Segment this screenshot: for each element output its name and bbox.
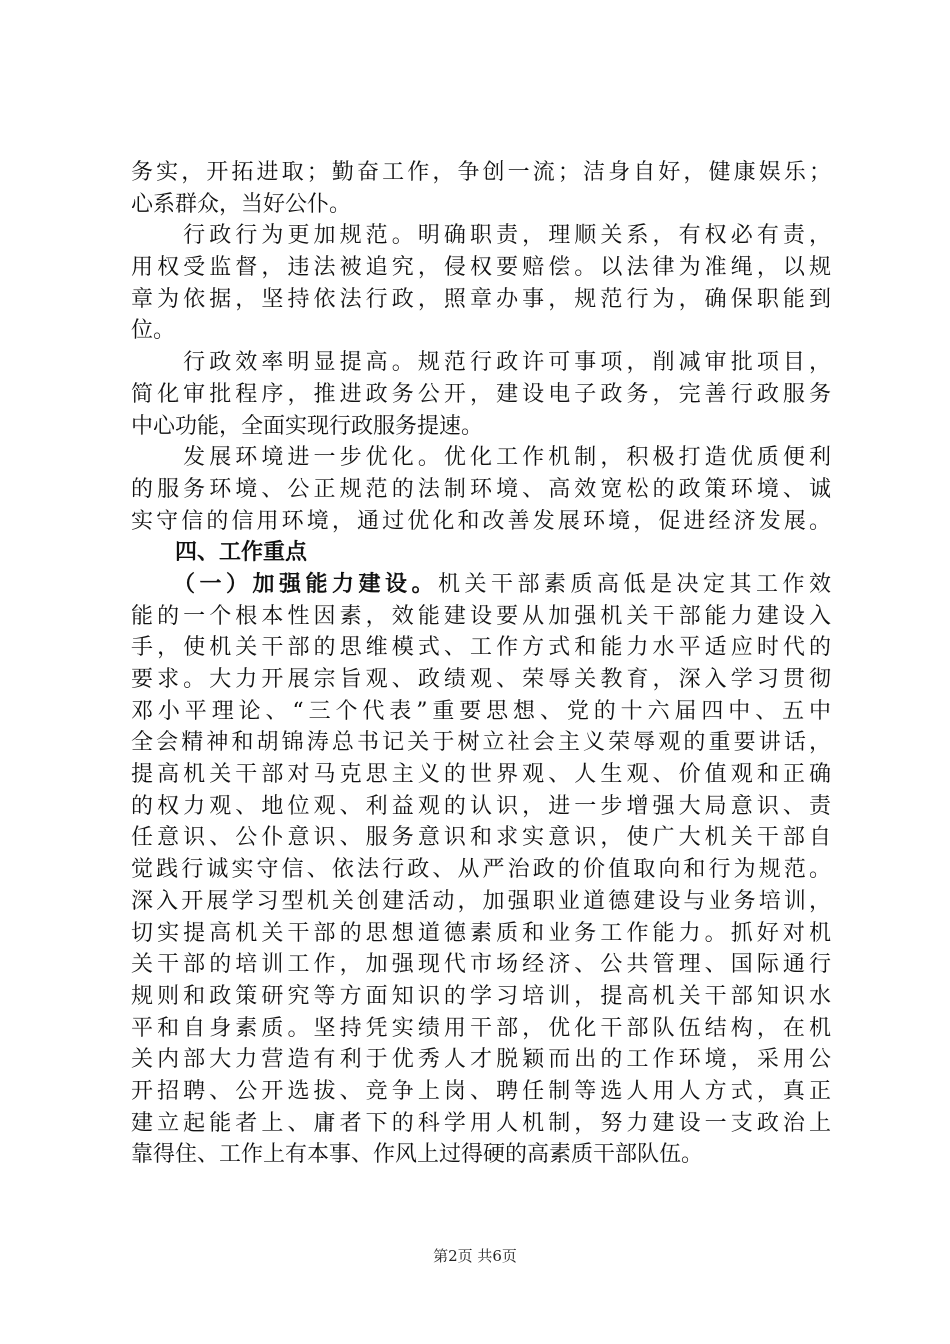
text-line: 任意识、公仆意识、服务意识和求实意识，使广大机关干部自 — [131, 825, 831, 851]
text-line: 规则和政策研究等方面知识的学习培训，提高机关干部知识水 — [131, 983, 831, 1009]
text-line: 深入开展学习型机关创建活动，加强职业道德建设与业务培训， — [131, 888, 831, 914]
text-line: 行政效率明显提高。规范行政许可事项，削减审批项目， — [131, 350, 831, 376]
text-line: 用权受监督，违法被追究，侵权要赔偿。以法律为准绳，以规 — [131, 255, 831, 281]
text-line: 关干部的培训工作，加强现代市场经济、公共管理、国际通行 — [131, 952, 831, 978]
section-heading: 四、工作重点 — [131, 540, 308, 566]
text-line: 切实提高机关干部的思想道德素质和业务工作能力。抓好对机 — [131, 920, 831, 946]
text-line: 靠得住、工作上有本事、作风上过得硬的高素质干部队伍。 — [131, 1142, 704, 1168]
text-line: 能的一个根本性因素，效能建设要从加强机关干部能力建设入 — [131, 603, 831, 629]
subsection-text: 机关干部素质高低是决定其工作效 — [437, 571, 831, 597]
text-line: 的权力观、地位观、利益观的认识，进一步增强大局意识、责 — [131, 793, 831, 819]
text-line: 位。 — [131, 318, 176, 344]
text-line: 手，使机关干部的思维模式、工作方式和能力水平适应时代的 — [131, 635, 831, 661]
text-line: 平和自身素质。坚持凭实绩用干部，优化干部队伍结构，在机 — [131, 1015, 831, 1041]
text-line: 发展环境进一步优化。优化工作机制，积极打造优质便利 — [131, 445, 831, 471]
text-line: 章为依据，坚持依法行政，照章办事，规范行为，确保职能到 — [131, 286, 831, 312]
text-line: 务实，开拓进取；勤奋工作，争创一流；洁身自好，健康娱乐； — [131, 160, 831, 185]
text-line: 开招聘、公开选拔、竞争上岗、聘任制等选人用人方式，真正 — [131, 1078, 831, 1104]
text-line: 心系群众，当好公仆。 — [131, 191, 352, 217]
subsection-title: （一）加强能力建设。 — [184, 571, 438, 597]
text-line: 关内部大力营造有利于优秀人才脱颖而出的工作环境，采用公 — [131, 1047, 831, 1073]
text-line: 的服务环境、公正规范的法制环境、高效宽松的政策环境、诚 — [131, 476, 831, 502]
text-line: 提高机关干部对马克思主义的世界观、人生观、价值观和正确 — [131, 762, 831, 788]
indent — [131, 572, 184, 597]
text-line: 简化审批程序，推进政务公开，建设电子政务，完善行政服务 — [131, 381, 831, 407]
text-line: 觉践行诚实守信、依法行政、从严治政的价值取向和行为规范。 — [131, 857, 831, 883]
text-line: 邓小平理论、“三个代表”重要思想、党的十六届四中、五中 — [131, 698, 831, 724]
text-line: 行政行为更加规范。明确职责，理顺关系，有权必有责， — [131, 223, 831, 249]
text-line: 中心功能，全面实现行政服务提速。 — [131, 413, 484, 439]
document-body — [131, 157, 831, 1171]
text-line: 要求。大力开展宗旨观、政绩观、荣辱关教育，深入学习贯彻 — [131, 667, 831, 692]
text-line: 建立起能者上、庸者下的科学用人机制，努力建设一支政治上 — [131, 1110, 831, 1136]
text-line: 全会精神和胡锦涛总书记关于树立社会主义荣辱观的重要讲话， — [131, 730, 831, 756]
text-line: 实守信的信用环境，通过优化和改善发展环境，促进经济发展。 — [131, 508, 831, 534]
page-number: 第2页 共6页 — [433, 1247, 517, 1265]
subsection-line — [131, 569, 831, 601]
